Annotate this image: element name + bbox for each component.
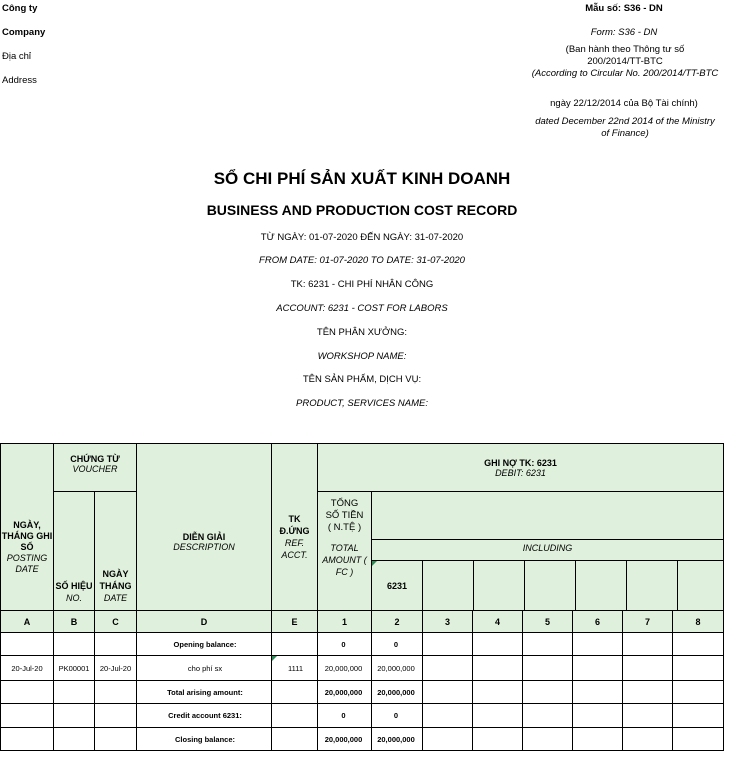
col-letter: B	[54, 611, 95, 633]
total-amount-header-en: TOTAL AMOUNT ( FC )	[318, 540, 372, 611]
product-en: PRODUCT, SERVICES NAME:	[296, 398, 428, 409]
table-row-entry	[1, 656, 724, 681]
account-en: ACCOUNT: 6231 - COST FOR LABORS	[276, 303, 448, 314]
description-header-vi: DIỄN GIẢI	[182, 532, 226, 542]
form-number-vi: Mẫu số: S36 - DN	[585, 3, 663, 14]
cell-description: Closing balance:	[137, 728, 272, 751]
table-row-closing-balance	[1, 728, 724, 751]
cell-description: Opening balance:	[137, 633, 272, 656]
address-label-en: Address	[2, 75, 37, 86]
company-label-vi: Công ty	[2, 3, 38, 14]
cell-empty	[523, 704, 573, 728]
cell-empty	[473, 681, 523, 704]
col-letter: 3	[423, 611, 473, 633]
debit-header-vi: GHI NỢ TK: 6231	[318, 444, 724, 468]
cell-empty	[623, 728, 673, 751]
including-spacer	[372, 492, 724, 540]
sub-account-col-6	[576, 561, 627, 610]
cell-empty	[473, 656, 523, 681]
cell-empty	[573, 728, 623, 751]
workshop-en: WORKSHOP NAME:	[317, 351, 407, 362]
ref-account-header	[272, 444, 318, 611]
period-vi: TỪ NGÀY: 01-07-2020 ĐẾN NGÀY: 31-07-2020	[260, 232, 464, 243]
cell-voucher-date	[95, 633, 137, 656]
cell-total-amount: 20,000,000	[318, 656, 372, 681]
period-en: FROM DATE: 01-07-2020 TO DATE: 31-07-2020	[259, 255, 465, 266]
cell-empty	[423, 633, 473, 656]
voucher-header	[54, 444, 137, 492]
cost-ledger-table	[0, 443, 724, 751]
sub-account-col-8	[678, 561, 723, 610]
cell-empty	[673, 656, 724, 681]
cell-ref-account	[272, 681, 318, 704]
col-letter: 2	[372, 611, 423, 633]
cell-empty	[423, 704, 473, 728]
no-header-en: NO.	[65, 593, 82, 603]
col-letter: E	[272, 611, 318, 633]
issued-date-en: dated December 22nd 2014 of the Ministry of Finance)	[535, 116, 715, 139]
issued-by-en: (According to Circular No. 200/2014/TT-BTC	[531, 68, 719, 79]
cell-empty	[673, 633, 724, 656]
cell-voucher-no	[54, 704, 95, 728]
cell-empty	[423, 681, 473, 704]
cell-total-amount: 20,000,000	[318, 728, 372, 751]
cell-empty	[473, 704, 523, 728]
company-label-en: Company	[2, 27, 46, 38]
address-label-vi: Địa chỉ	[2, 51, 32, 62]
cell-empty	[673, 704, 724, 728]
cell-posting-date	[1, 704, 54, 728]
cell-6231-amount: 20,000,000	[372, 728, 423, 751]
cell-total-amount: 0	[318, 633, 372, 656]
ref-account-header-vi: TK Đ.ỨNG	[279, 514, 310, 536]
cell-description: Total arising amount:	[137, 681, 272, 704]
issued-by-vi: (Ban hành theo Thông tư số 200/2014/TT-BTC	[565, 44, 685, 67]
issued-date-vi: ngày 22/12/2014 của Bộ Tài chính)	[550, 98, 698, 109]
sub-account-6231-header: 6231	[372, 561, 423, 610]
posting-date-header-en: POSTING DATE	[6, 552, 48, 574]
cell-voucher-no	[54, 633, 95, 656]
including-block	[372, 540, 724, 611]
voucher-header-vi: CHỨNG TỪ	[70, 454, 120, 464]
description-header-en: DESCRIPTION	[173, 542, 235, 552]
sub-account-col-5	[525, 561, 576, 610]
cell-empty	[573, 633, 623, 656]
cell-empty	[623, 656, 673, 681]
col-letter: A	[1, 611, 54, 633]
posting-date-header	[1, 444, 54, 611]
description-header	[137, 444, 272, 611]
cell-voucher-date	[95, 681, 137, 704]
col-letter: 6	[573, 611, 623, 633]
date-header	[95, 492, 137, 611]
col-letter: C	[95, 611, 137, 633]
cell-voucher-date	[95, 704, 137, 728]
cell-posting-date	[1, 633, 54, 656]
cell-ref-account	[272, 633, 318, 656]
date-header-en: DATE	[103, 593, 128, 603]
page-title-vi: SỔ CHI PHÍ SẢN XUẤT KINH DOANH	[213, 169, 511, 188]
cell-6231-amount: 0	[372, 704, 423, 728]
cell-empty	[473, 633, 523, 656]
cell-description: Credit account 6231:	[137, 704, 272, 728]
cell-voucher-date: 20-Jul-20	[95, 656, 137, 681]
cell-empty	[523, 633, 573, 656]
ref-account-header-en: REF. ACCT.	[281, 538, 308, 560]
col-letter: 8	[673, 611, 724, 633]
cell-empty	[423, 656, 473, 681]
cell-empty	[573, 681, 623, 704]
cell-posting-date	[1, 681, 54, 704]
sub-account-col-4	[474, 561, 525, 610]
col-letter: 7	[623, 611, 673, 633]
sub-account-col-3	[423, 561, 474, 610]
including-label: INCLUDING	[372, 540, 723, 561]
table-row-opening-balance	[1, 633, 724, 656]
cell-posting-date: 20-Jul-20	[1, 656, 54, 681]
table-row-total-arising	[1, 681, 724, 704]
workshop-vi: TÊN PHÂN XƯỞNG:	[316, 327, 408, 338]
cell-empty	[673, 728, 724, 751]
cell-empty	[523, 681, 573, 704]
col-letter: 1	[318, 611, 372, 633]
product-vi: TÊN SẢN PHẨM, DỊCH VỤ:	[302, 374, 422, 385]
cell-voucher-date	[95, 728, 137, 751]
col-letter: D	[137, 611, 272, 633]
column-letter-row	[1, 611, 724, 633]
cell-6231-amount: 0	[372, 633, 423, 656]
cell-ref-account	[272, 728, 318, 751]
cell-empty	[573, 704, 623, 728]
posting-date-header-vi: NGÀY, THÁNG GHI SỔ	[1, 519, 53, 552]
cell-6231-amount: 20,000,000	[372, 681, 423, 704]
cell-voucher-no: PK00001	[54, 656, 95, 681]
cell-empty	[523, 728, 573, 751]
table-row-credit-account	[1, 704, 724, 728]
cell-ref-account: 1111	[272, 656, 318, 681]
cell-ref-account	[272, 704, 318, 728]
cell-voucher-no	[54, 728, 95, 751]
col-letter: 5	[523, 611, 573, 633]
cell-empty	[573, 656, 623, 681]
cell-empty	[623, 681, 673, 704]
cell-voucher-no	[54, 681, 95, 704]
cell-empty	[523, 656, 573, 681]
account-vi: TK: 6231 - CHI PHÍ NHÂN CÔNG	[290, 279, 434, 290]
cell-6231-amount: 20,000,000	[372, 656, 423, 681]
col-letter: 4	[473, 611, 523, 633]
form-number-en: Form: S36 - DN	[590, 27, 658, 38]
cell-empty	[473, 728, 523, 751]
total-amount-header-vi: TỔNG SỐ TIỀN ( N.TỆ )	[318, 492, 372, 540]
cell-empty	[423, 728, 473, 751]
debit-header-en: DEBIT: 6231	[318, 468, 724, 492]
cell-empty	[673, 681, 724, 704]
no-header	[54, 492, 95, 611]
cell-description: cho phí sx	[137, 656, 272, 681]
cell-total-amount: 20,000,000	[318, 681, 372, 704]
cell-posting-date	[1, 728, 54, 751]
cell-empty	[623, 704, 673, 728]
no-header-vi: SỐ HIỆU	[55, 581, 93, 591]
voucher-header-en: VOUCHER	[72, 464, 118, 474]
cell-total-amount: 0	[318, 704, 372, 728]
sub-account-col-7	[627, 561, 678, 610]
cell-empty	[623, 633, 673, 656]
page-title-en: BUSINESS AND PRODUCTION COST RECORD	[206, 202, 518, 218]
date-header-vi: NGÀY THÁNG	[99, 569, 132, 591]
